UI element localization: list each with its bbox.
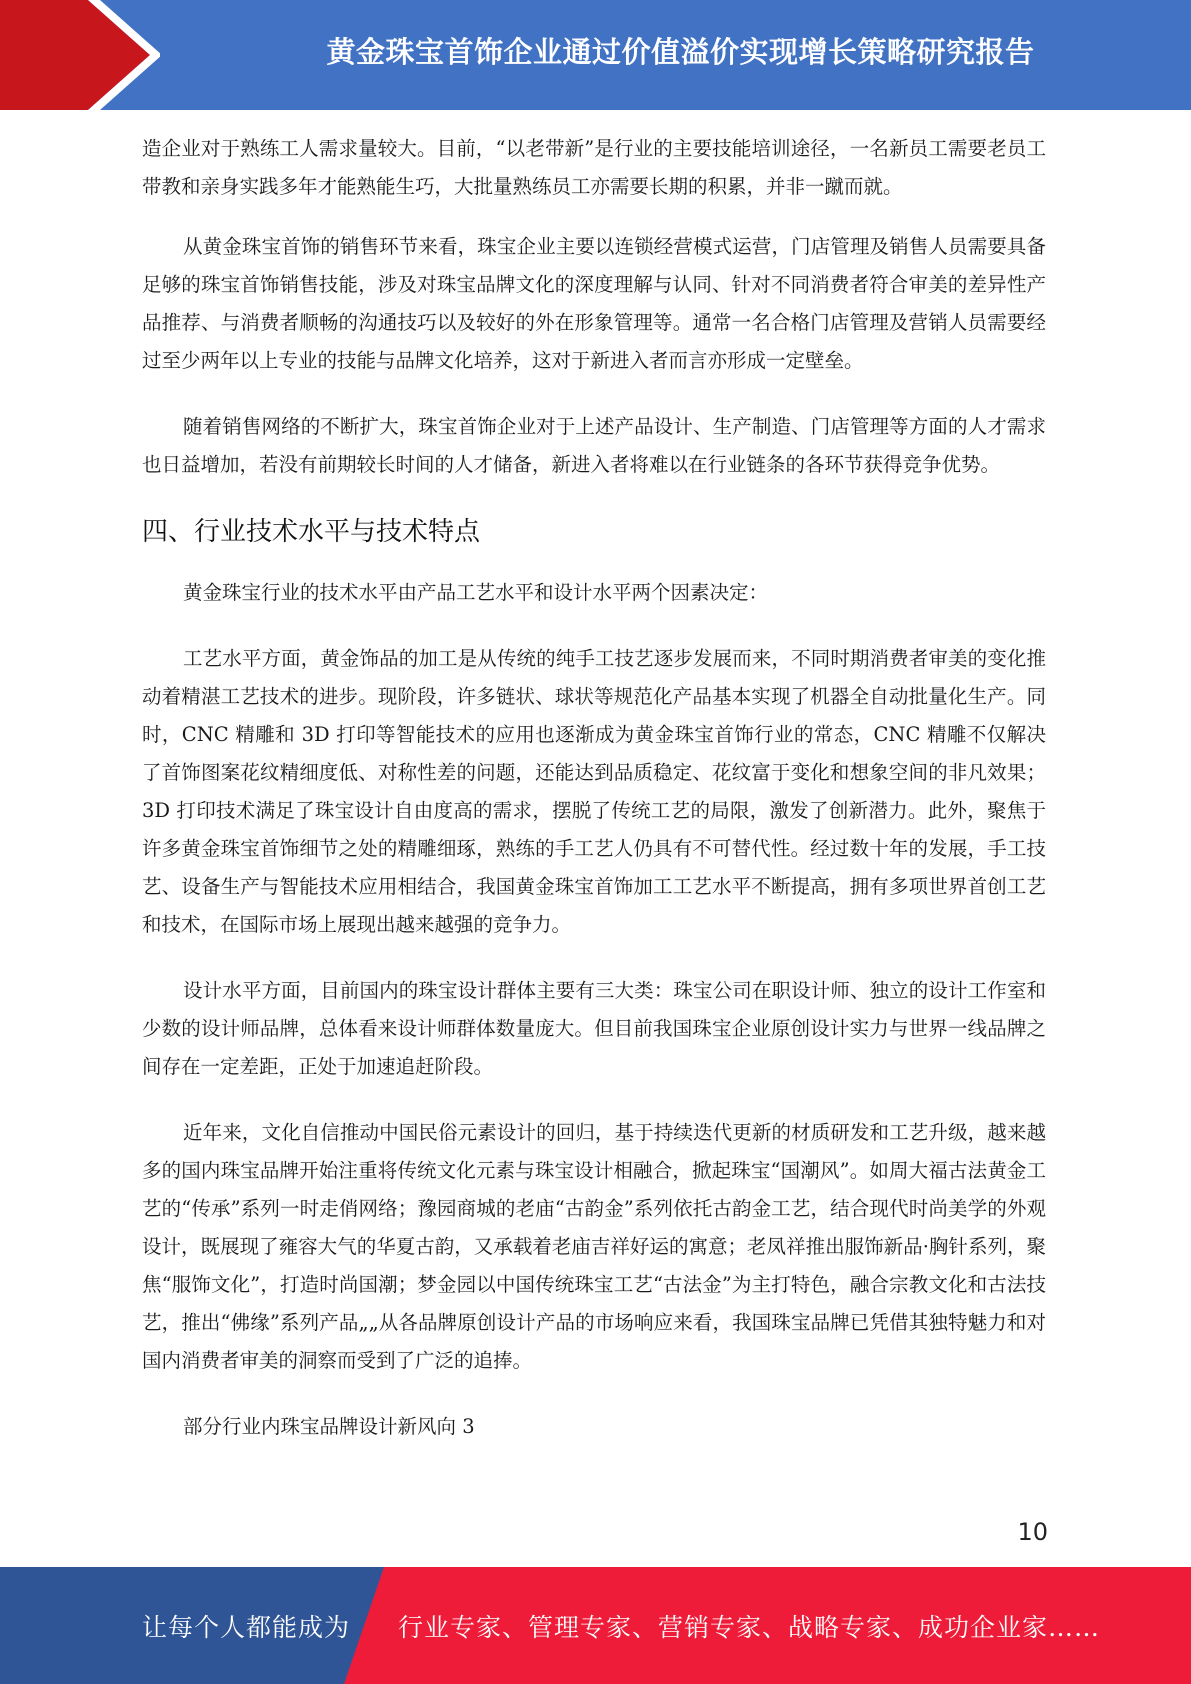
paragraph: 黄金珠宝行业的技术水平由产品工艺水平和设计水平两个因素决定： (183, 581, 769, 604)
footer-slogan-right: 行业专家、管理专家、营销专家、战略专家、成功企业家…… (398, 1612, 1101, 1642)
document-body (142, 130, 1046, 1474)
paragraph: 随着销售网络的不断扩大，珠宝首饰企业对于上述产品设计、生产制造、门店管理等方面的人才需求也日益增加，若没有前期较长时间的人才储备，新进入者将难以在行业链条的各环节获得竞争优势。 (142, 415, 1046, 476)
paragraph: 工艺水平方面，黄金饰品的加工是从传统的纯手工技艺逐步发展而来，不同时期消费者审美的变化推动着精湛工艺技术的进步。现阶段，许多链状、球状等规范化产品基本实现了机器全自动批量化生产。同时，CNC 精雕和 3D 打印等智能技术的应用也逐渐成为黄金珠宝首饰行业的常态，CNC 精雕不仅解决了首饰图案花纹精细度低、对称性差的问题，还能达到品质稳定、花纹富于变化和想象空间的非凡效果；3D 打印技术满足了珠宝设计自由度高的需求，摆脱了传统工艺的局限，激发了创新潜力。此外，聚焦于许多黄金珠宝首饰细节之处的精雕细琢，熟练的手工艺人仍具有不可替代性。经过数十年的发展，手工技艺、设备生产与智能技术应用相结合，我国黄金珠宝首饰加工工艺水平不断提高，拥有多项世界首创工艺和技术，在国际市场上展现出越来越强的竞争力。 (142, 647, 1046, 936)
section-heading: 四、行业技术水平与技术特点 (142, 517, 481, 547)
paragraph: 从黄金珠宝首饰的销售环节来看，珠宝企业主要以连锁经营模式运营，门店管理及销售人员需要具备足够的珠宝首饰销售技能，涉及对珠宝品牌文化的深度理解与认同、针对不同消费者符合审美的差异性产品推荐、与消费者顺畅的沟通技巧以及较好的外在形象管理等。通常一名合格门店管理及营销人员需要经过至少两年以上专业的技能与品牌文化培养，这对于新进入者而言亦形成一定壁垒。 (142, 235, 1046, 372)
page-header (0, 0, 1191, 110)
figure-caption: 部分行业内珠宝品牌设计新风向 3 (183, 1415, 475, 1438)
paragraph: 造企业对于熟练工人需求量较大。目前，“以老带新”是行业的主要技能培训途径，一名新员工需要老员工带教和亲身实践多年才能熟能生巧，大批量熟练员工亦需要长期的积累，并非一蹴而就。 (142, 137, 1046, 198)
footer-slogan-left: 让每个人都能成为 (142, 1612, 351, 1642)
paragraph: 设计水平方面，目前国内的珠宝设计群体主要有三大类：珠宝公司在职设计师、独立的设计工作室和少数的设计师品牌，总体看来设计师群体数量庞大。但目前我国珠宝企业原创设计实力与世界一线品牌之间存在一定差距，正处于加速追赶阶段。 (142, 979, 1046, 1078)
header-red-arrow-decoration (0, 0, 160, 110)
page-number: 10 (1017, 1518, 1048, 1546)
page-footer (0, 1567, 1191, 1684)
report-title: 黄金珠宝首饰企业通过价值溢价实现增长策略研究报告 (326, 34, 1035, 69)
paragraph: 近年来，文化自信推动中国民俗元素设计的回归，基于持续迭代更新的材质研发和工艺升级，越来越多的国内珠宝品牌开始注重将传统文化元素与珠宝设计相融合，掀起珠宝“国潮风”。如周大福古法黄金工艺的“传承”系列一时走俏网络；豫园商城的老庙“古韵金”系列依托古韵金工艺，结合现代时尚美学的外观设计，既展现了雍容大气的华夏古韵，又承载着老庙吉祥好运的寓意；老凤祥推出服饰新品·胸针系列，聚焦“服饰文化”，打造时尚国潮；梦金园以中国传统珠宝工艺“古法金”为主打特色，融合宗教文化和古法技艺，推出“佛缘”系列产品„„从各品牌原创设计产品的市场响应来看，我国珠宝品牌已凭借其独特魅力和对国内消费者审美的洞察而受到了广泛的追捧。 (142, 1121, 1046, 1372)
